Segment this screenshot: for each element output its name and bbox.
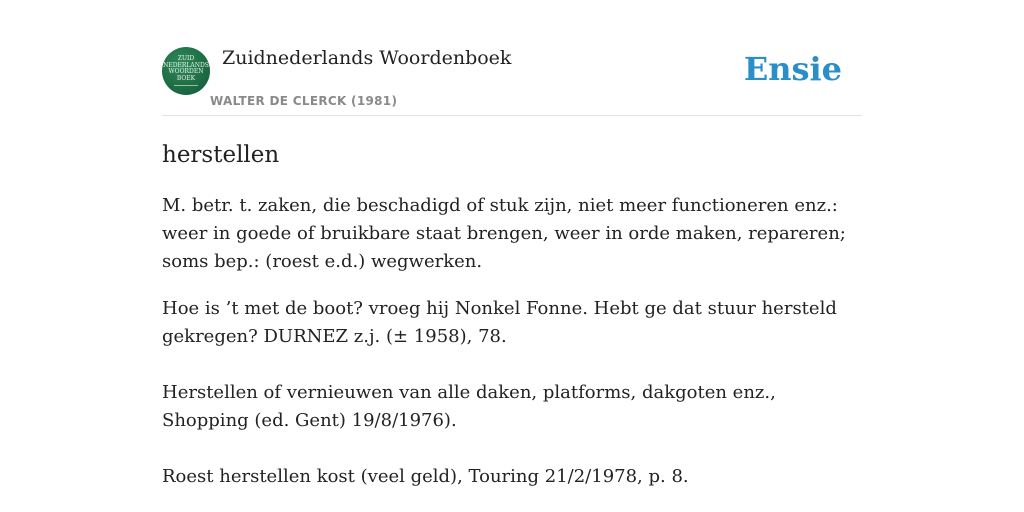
example-quote: Roest herstellen kost (veel geld), Touring 21/2/1978, p. 8. [162, 466, 689, 487]
logo-rule [174, 85, 198, 86]
book-author: WALTER DE CLERCK (1981) [210, 94, 398, 108]
example-quote: Hoe is ’t met de boot? vroeg hij Nonkel Fonne. Hebt ge dat stuur hersteld gekregen? DURNEZ z.j. (± 1958), 78. [162, 298, 837, 347]
header [162, 44, 862, 116]
headword: herstellen [162, 142, 280, 168]
book-title[interactable]: Zuidnederlands Woordenboek [222, 47, 512, 69]
logo-line: WOORDEN [168, 68, 204, 75]
book-logo[interactable] [162, 47, 210, 95]
definition: M. betr. t. zaken, die beschadigd of stuk zijn, niet meer functioneren enz.: weer in goede of bruikbare staat brengen, weer in orde maken, repareren; soms bep.: (roest e.d.) wegwerken. [162, 195, 846, 272]
logo-line: BOEK [176, 74, 196, 82]
logo-line: NEDERLANDS [163, 61, 209, 69]
page [162, 0, 862, 491]
brand-logo-link[interactable]: Ensie [743, 50, 842, 88]
logo-line: ZUID [177, 55, 195, 62]
examples [162, 295, 862, 491]
example-quote: Herstellen of vernieuwen van alle daken, platforms, dakgoten enz., Shopping (ed. Gent) 19/8/1976). [162, 382, 776, 431]
